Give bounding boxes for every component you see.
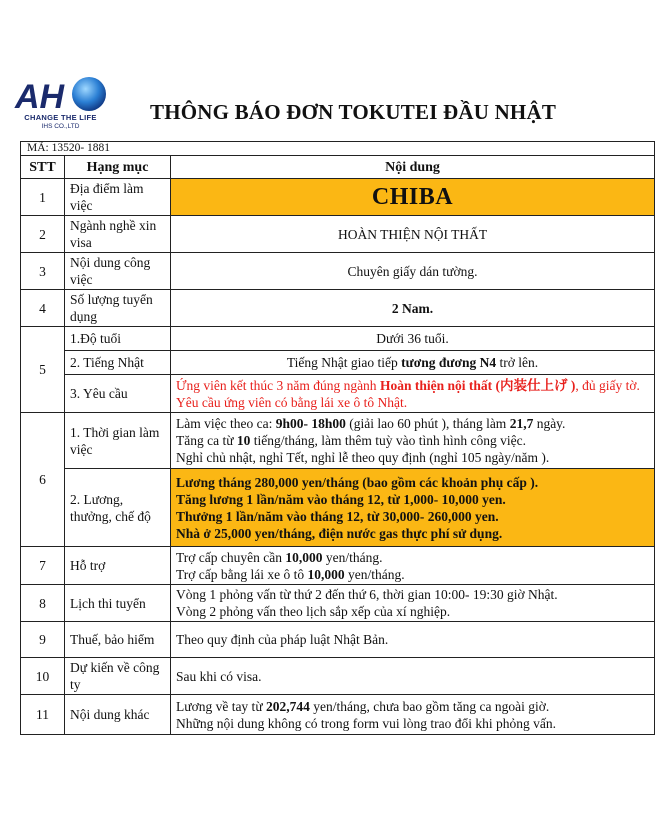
candidate-requirement: Ứng viên kết thúc 3 năm đúng ngành Hoàn thiện nội thất (内装仕上げ ), đủ giấy tờ. Yêu cầu ứng viên có bằng lái xe ô tô Nhật. [171,375,655,413]
row-label: 1.Độ tuổi [65,327,171,351]
row-label: Lịch thi tuyển [65,585,171,622]
tax-insurance: Theo quy định của pháp luật Nhật Bản. [171,622,655,658]
row-number: 10 [21,658,65,695]
row-number: 9 [21,622,65,658]
job-content: Chuyên giấy dán tường. [171,253,655,290]
row-label: Số lượng tuyển dụng [65,290,171,327]
table-row [21,469,655,547]
table-row [21,327,655,351]
table-row [21,658,655,695]
age-requirement: Dưới 36 tuổi. [171,327,655,351]
table-row [21,216,655,253]
table-row [21,585,655,622]
logo-company: IHS CO.,LTD [41,123,80,130]
work-location: CHIBA [171,179,655,216]
table-row [21,622,655,658]
row-label: 2. Lương, thưởng, chế độ [65,469,171,547]
row-number: 8 [21,585,65,622]
row-number: 3 [21,253,65,290]
table-row [21,351,655,375]
table-row [21,695,655,735]
salary-benefits: Lương tháng 280,000 yen/tháng (bao gồm các khoản phụ cấp ). Tăng lương 1 lần/năm vào tháng 12, từ 1,000- 10,000 yen. Thưởng 1 lần/năm vào tháng 12, từ 30,000- 260,000 yen. Nhà ở 25,000 yen/tháng, điện nước gas thực phí sử dụng. [171,469,655,547]
logo-letters: AH [15,78,65,114]
table-row [21,253,655,290]
job-code: MÃ: 13520- 1881 [21,142,655,156]
row-label: Hỗ trợ [65,547,171,585]
row-label: Địa điểm làm việc [65,179,171,216]
interview-schedule: Vòng 1 phỏng vấn từ thứ 2 đến thứ 6, thời gian 10:00- 19:30 giờ Nhật. Vòng 2 phỏng vấn theo lịch sắp xếp của xí nghiệp. [171,585,655,622]
allowances: Trợ cấp chuyên cần 10,000 yen/tháng. Trợ cấp bằng lái xe ô tô 10,000 yen/tháng. [171,547,655,585]
expected-start: Sau khi có visa. [171,658,655,695]
row-number: 2 [21,216,65,253]
header-stt: STT [21,156,65,179]
table-row [21,547,655,585]
headcount: 2 Nam. [171,290,655,327]
row-label: Ngành nghề xin visa [65,216,171,253]
row-number: 7 [21,547,65,585]
visa-field: HOÀN THIỆN NỘI THẤT [171,216,655,253]
row-label: Dự kiến về công ty [65,658,171,695]
page-title: THÔNG BÁO ĐƠN TOKUTEI ĐẦU NHẬT [150,100,557,124]
row-number: 5 [21,327,65,413]
table-row [21,375,655,413]
header-content: Nội dung [171,156,655,179]
row-label: 3. Yêu cầu [65,375,171,413]
other-notes: Lương về tay từ 202,744 yen/tháng, chưa bao gồm tăng ca ngoài giờ. Những nội dung không có trong form vui lòng trao đổi khi phỏng vấn. [171,695,655,735]
row-number: 11 [21,695,65,735]
japanese-requirement: Tiếng Nhật giao tiếp tương đương N4 trở lên. [171,351,655,375]
row-number: 1 [21,179,65,216]
table-row [21,413,655,469]
company-logo [13,76,108,136]
row-number: 4 [21,290,65,327]
table-row [21,290,655,327]
working-hours: Làm việc theo ca: 9h00- 18h00 (giải lao 60 phút ), tháng làm 21,7 ngày. Tăng ca từ 10 tiếng/tháng, làm thêm tuỳ vào tình hình công việc. Nghỉ chủ nhật, nghỉ Tết, nghỉ lễ theo quy định (nghỉ 105 ngày/năm ). [171,413,655,469]
row-label: Nội dung khác [65,695,171,735]
row-number: 6 [21,413,65,547]
row-label: Nội dung công việc [65,253,171,290]
row-label: Thuế, bảo hiểm [65,622,171,658]
header-category: Hạng mục [65,156,171,179]
logo-tagline: CHANGE THE LIFE [24,113,97,122]
row-label: 1. Thời gian làm việc [65,413,171,469]
job-info-table [20,141,655,735]
row-label: 2. Tiếng Nhật [65,351,171,375]
table-row [21,179,655,216]
